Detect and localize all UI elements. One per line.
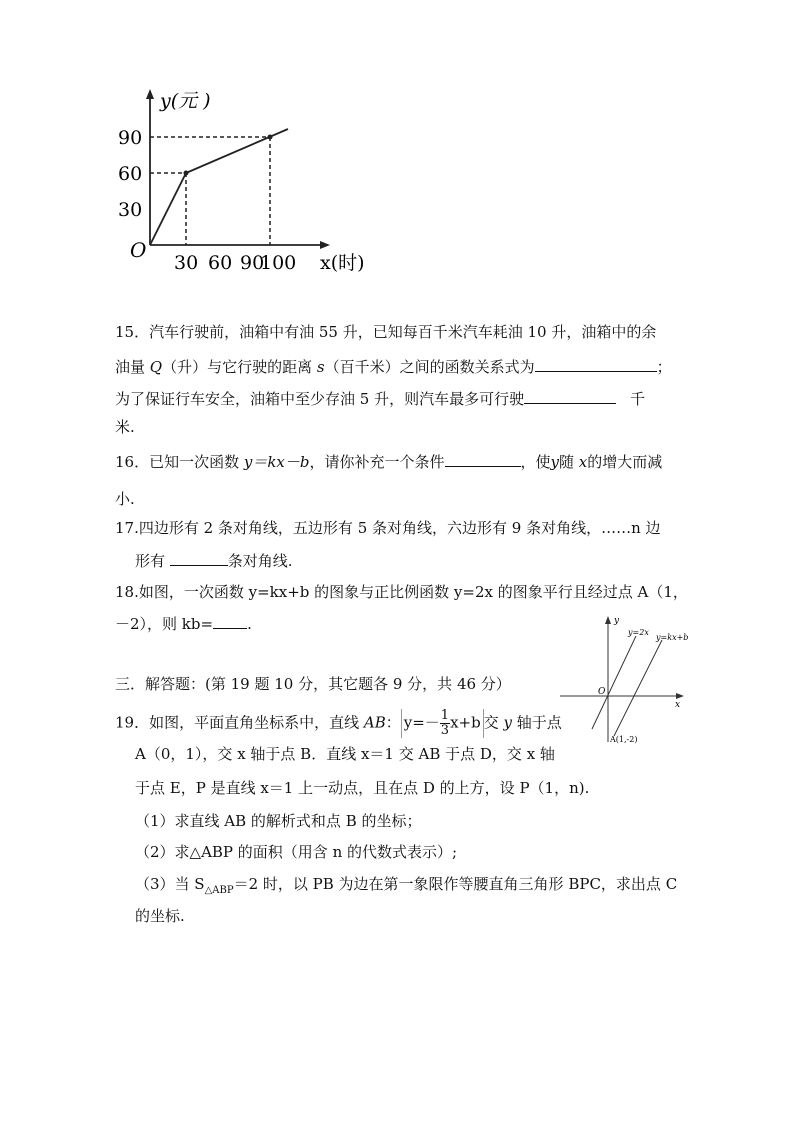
- y-axis-label: y(元 ): [160, 90, 211, 112]
- x-tick-60: 60: [208, 252, 233, 274]
- y-axis-label: y: [614, 616, 620, 626]
- q15-answer-blank-2[interactable]: [524, 389, 616, 404]
- q19-fraction: $\frac{1}{3}$: [440, 708, 450, 738]
- x-axis-arrow-icon: [320, 241, 330, 249]
- segment-1: [150, 173, 186, 245]
- q18-line2: －2），则 kb= .: [115, 615, 252, 633]
- x-tick-30: 30: [174, 252, 199, 274]
- q19-line1: 19．如图，平面直角坐标系中，直线 AB： y=－ $\frac{1}{3}$ x+b 交 y 轴于点: [115, 708, 562, 738]
- q19-equation: y=－ $\frac{1}{3}$ x+b: [401, 709, 484, 738]
- x-tick-90: 90: [240, 252, 265, 274]
- q17-line2: 形有 条对角线.: [135, 552, 293, 570]
- q17-answer-blank[interactable]: [170, 551, 228, 566]
- x-axis-label: x: [675, 700, 681, 710]
- section-3-header: 三．解答题：(第 19 题 10 分，其它题各 9 分，共 46 分）: [115, 675, 511, 693]
- cost-time-graph: [110, 85, 380, 280]
- q19-line3: 于点 E，P 是直线 x＝1 上一动点，且在点 D 的上方，设 P（1，n).: [135, 779, 590, 797]
- label-y-kx-b: y=kx+b: [656, 633, 688, 642]
- y-tick-90: 90: [118, 127, 143, 149]
- segment-2: [186, 129, 288, 173]
- linear-function-graph: [558, 614, 688, 744]
- q16-line1: 16．已知一次函数 y＝kx－b，请你补充一个条件 ，使y随 x的增大而减: [115, 453, 663, 471]
- y-axis-arrow-icon: [605, 616, 611, 624]
- q18-line1: 18.如图，一次函数 y=kx+b 的图象与正比例函数 y=2x 的图象平行且经过点 A（1，: [115, 583, 688, 601]
- origin-label: O: [598, 687, 606, 697]
- q16-answer-blank[interactable]: [445, 452, 521, 467]
- x-tick-100: 100: [260, 252, 297, 274]
- q19-part3-cont: 的坐标.: [135, 907, 185, 925]
- q15-line3: 为了保证行车安全，油箱中至少存油 5 升，则汽车最多可行驶 千: [115, 390, 646, 408]
- q19-part1: （1）求直线 AB 的解析式和点 B 的坐标；: [135, 812, 422, 830]
- origin-label: O: [130, 238, 147, 262]
- q15-line1: 15．汽车行驶前，油箱中有油 55 升，已知每百千米汽车耗油 10 升，油箱中的余: [115, 323, 657, 341]
- q15-line2: 油量 Q（升）与它行驶的距离 s（百千米）之间的函数关系式为 ；: [115, 358, 672, 376]
- y-tick-30: 30: [118, 199, 143, 221]
- q19-part3: （3）当 $S_{\triangle ABP}=2$ 时，以 PB 为边在第一象限作等腰直角三角形 BPC，求出点 C: [135, 875, 678, 896]
- x-axis-arrow-icon: [676, 693, 684, 699]
- q15-answer-blank-1[interactable]: [535, 357, 657, 372]
- label-y-2x: y=2x: [628, 628, 649, 637]
- x-axis-label: x(时): [320, 252, 365, 274]
- q17-line1: 17.四边形有 2 条对角线，五边形有 5 条对角线，六边形有 9 条对角线，……n 边: [115, 519, 661, 537]
- q15-line4: 米.: [115, 418, 135, 436]
- q16-line2: 小.: [115, 490, 135, 508]
- y-axis-arrow-icon: [146, 89, 154, 99]
- y-tick-60: 60: [118, 163, 143, 185]
- q19-line2: A（0，1），交 x 轴于点 B．直线 x＝1 交 AB 于点 D，交 x 轴: [135, 745, 555, 763]
- point-a-label: A(1,-2): [610, 735, 638, 744]
- q18-answer-blank[interactable]: [213, 614, 247, 629]
- line-y-2x: [592, 636, 636, 729]
- line-y-kx-b: [614, 640, 662, 736]
- q19-part2: （2）求△ABP 的面积（用含 n 的代数式表示）;: [135, 843, 458, 861]
